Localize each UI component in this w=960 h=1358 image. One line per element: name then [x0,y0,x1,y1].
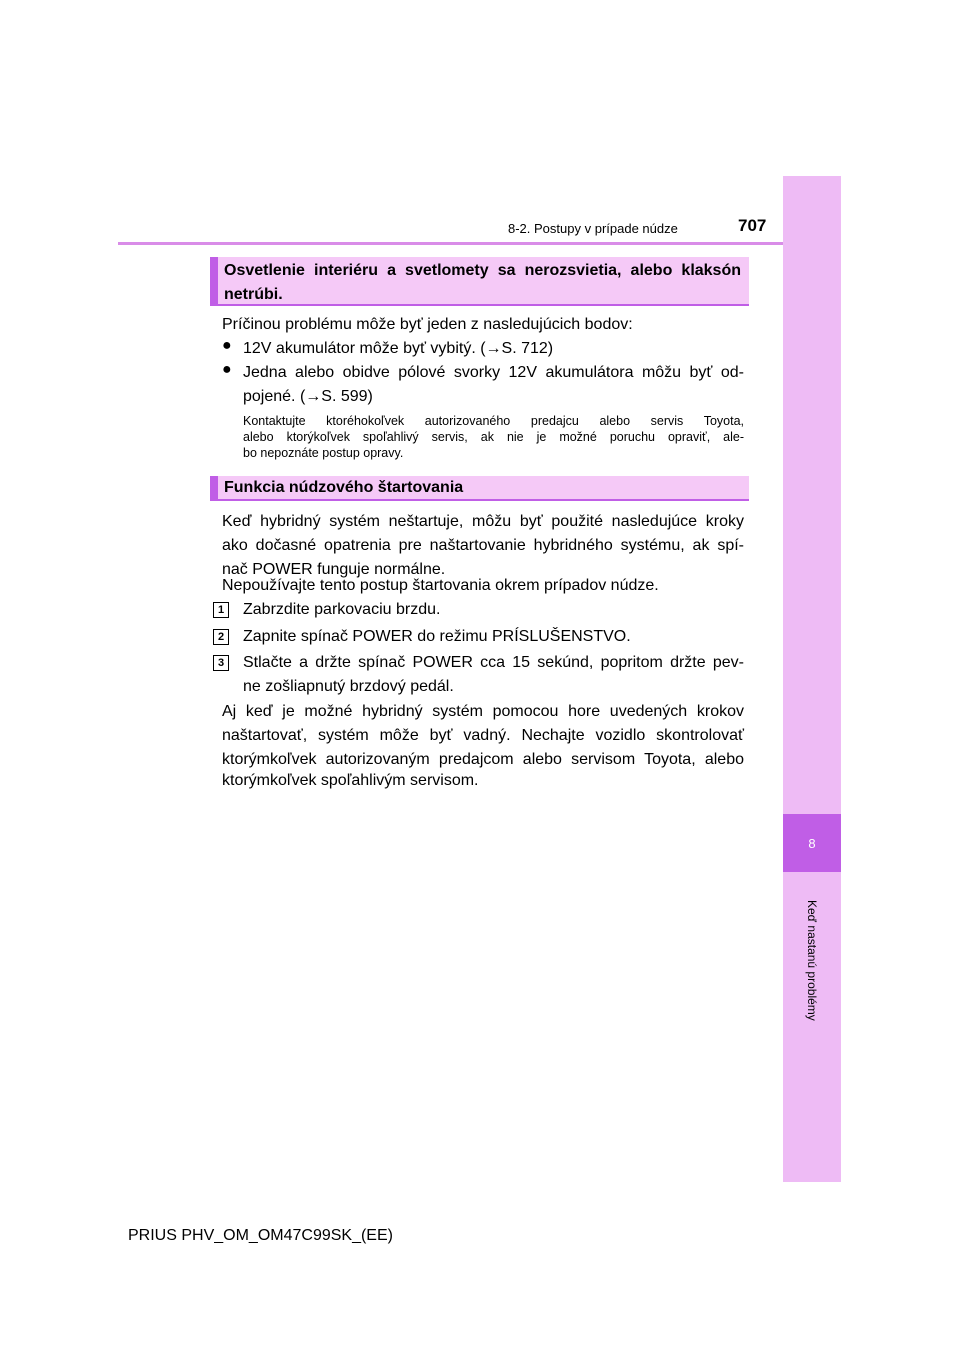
section-heading-lights-horn: Osvetlenie interiéru a svetlomety sa nerozsvietia, alebo klaksón netrúbi. [210,257,749,306]
section-reference: 8-2. Postupy v prípade núdze [508,221,678,236]
step-text-1: Zabrzdite parkovaciu brzdu. [243,601,441,618]
chapter-number-tab: 8 [783,814,841,872]
bullet-item-2-line2: pojené. (→S. 599) [243,388,373,405]
intro-text: Príčinou problému môže byť jeden z nasledujúcich bodov: [222,316,633,333]
para1-line2: ako dočasné opatrenia pre naštartovanie hybridného systému, ak spí- [222,537,744,554]
document-code: PRIUS PHV_OM_OM47C99SK_(EE) [128,1227,393,1244]
para1-line1: Keď hybridný systém neštartuje, môžu byť použité nasledujúce kroky [222,513,744,530]
bullet-item-2-line1: Jedna alebo obidve pólové svorky 12V akumulátora môžu byť od- [243,364,744,381]
step-text-2: Zapnite spínač POWER do režimu PRÍSLUŠENSTVO. [243,628,631,645]
para3-line1: Aj keď je možné hybridný systém pomocou hore uvedených krokov [222,703,744,720]
bullet-icon: ● [222,361,232,378]
para3-line4: ktorýmkoľvek spoľahlivým servisom. [222,772,479,789]
step-number-1: 1 [213,602,229,618]
note-line-1: Kontaktujte ktoréhokoľvek autorizovaného predajcu alebo servis Toyota, [243,414,744,428]
note-line-3: bo nepoznáte postup opravy. [243,446,404,460]
chapter-title-tab [783,885,841,1035]
para1-line3: nač POWER funguje normálne. [222,561,446,578]
page-number: 707 [738,216,767,235]
note-line-2: alebo ktorýkoľvek spoľahlivý servis, ak nie je možné poruchu opraviť, ale- [243,430,744,444]
para2: Nepoužívajte tento postup štartovania okrem prípadov núdze. [222,577,659,594]
header-divider [118,242,783,245]
bullet-icon: ● [222,337,232,354]
step-text-3-line2: ne zošliapnutý brzdový pedál. [243,678,454,695]
para3-line2: naštartovať, systém môže byť vadný. Nechajte vozidlo skontrolovať [222,727,744,744]
chapter-title: Keď nastanú problémy [805,899,819,1021]
step-text-3-line1: Stlačte a držte spínač POWER cca 15 sekúnd, popritom držte pev- [243,654,744,671]
step-number-2: 2 [213,629,229,645]
bullet-item-1: 12V akumulátor môže byť vybitý. (→S. 712) [243,340,554,357]
step-number-3: 3 [213,655,229,671]
section-heading-emergency-start: Funkcia núdzového štartovania [210,476,749,501]
para3-line3: ktorýmkoľvek autorizovaným predajcom alebo servisom Toyota, alebo [222,751,744,768]
